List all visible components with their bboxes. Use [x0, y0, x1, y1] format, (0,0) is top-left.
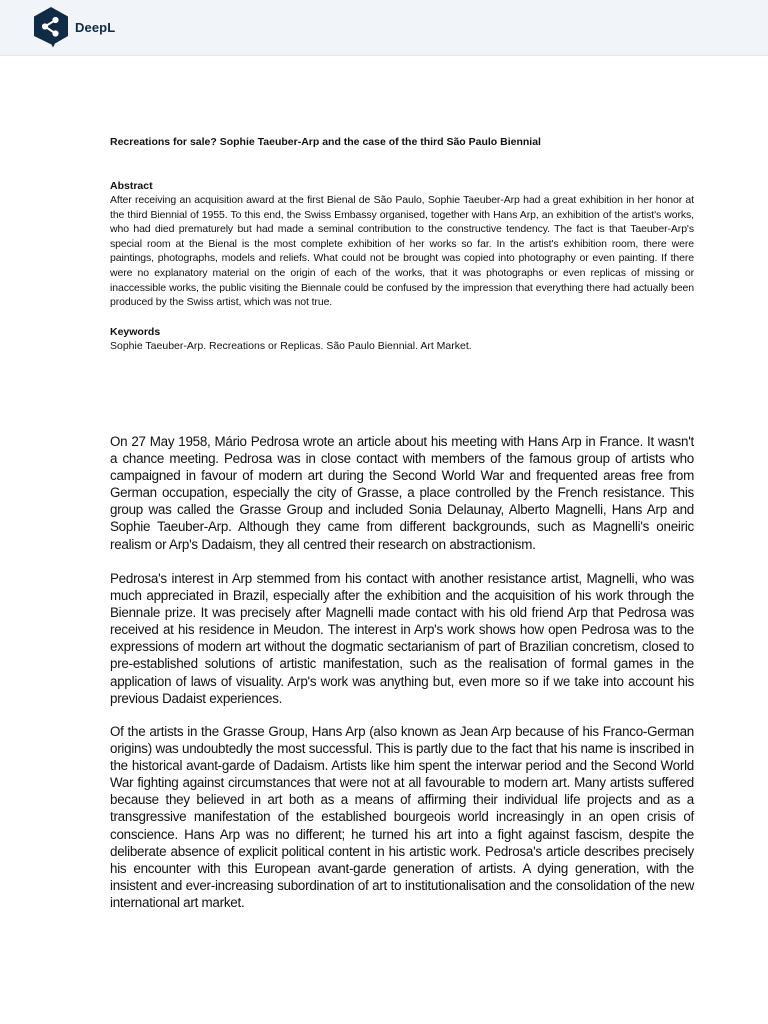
document-title: Recreations for sale? Sophie Taeuber-Arp and the case of the third São Paulo Biennial: [110, 136, 541, 148]
logo-text: DeepL: [75, 19, 116, 35]
body-paragraph: Of the artists in the Grasse Group, Hans Arp (also known as Jean Arp because of his Franco-German origins) was undoubtedly the most successful. This is partly due to the fact that his name is inscribed in the historical avant-garde of Dadaism. Artists like him spent the interwar period and the Second World War fighting against circumstances that were not at all favourable to modern art. Many artists suffered because they believed in art both as a means of affirming their individual life projects and as a transgressive manifestation of the established bourgeois world increasingly in an open crisis of conscience. Hans Arp was no different; he turned his art into a fight against fascism, despite the deliberate absence of explicit political content in his artistic work. Pedrosa's article describes precisely his encounter with this European avant-garde generation of artists. A dying generation, with the insistent and ever-increasing subordination of art to institutionalisation and the consolidation of the new international art market.: [110, 724, 694, 910]
top-bar: [0, 0, 768, 56]
deepl-logo-icon: [33, 6, 69, 48]
keywords-text: Sophie Taeuber-Arp. Recreations or Replicas. São Paulo Biennial. Art Market.: [110, 340, 472, 352]
abstract-text: After receiving an acquisition award at the first Bienal de São Paulo, Sophie Taeuber-Arp had a great exhibition in her honor at the third Biennial of 1955. To this end, the Swiss Embassy organised, together with Hans Arp, an exhibition of the artist's works, who had died prematurely but had made a seminal contribution to the constructive tendency. The fact is that Taeuber-Arp's special room at the Bienal is the most complete exhibition of her works so far. In the artist's exhibition room, there were paintings, photographs, models and reliefs. What could not be brought was copied into photography or even painting. If there were no explanatory material on the origin of each of the works, that it was photographs or even replicas of missing or inaccessible works, the public visiting the Biennale could be confused by the impression that everything there had actually been produced by the Swiss artist, which was not true.: [110, 194, 694, 309]
keywords-heading: Keywords: [110, 326, 161, 338]
body-paragraph: Pedrosa's interest in Arp stemmed from his contact with another resistance artist, Magnelli, who was much appreciated in Brazil, especially after the exhibition and the acquisition of his work through the Biennale prize. It was precisely after Magnelli made contact with his old friend Arp that Pedrosa was received at his residence in Meudon. The interest in Arp's work shows how open Pedrosa was to the expressions of modern art without the dogmatic sectarianism of part of Brazilian concretism, closed to pre-established solutions of artistic manifestation, such as the realisation of formal games in the application of laws of visuality. Arp's work was anything but, even more so if we take into account his previous Dadaist experiences.: [110, 571, 694, 706]
abstract-heading: Abstract: [110, 180, 153, 192]
deepl-logo-link[interactable]: [33, 6, 115, 48]
body-paragraph: On 27 May 1958, Mário Pedrosa wrote an article about his meeting with Hans Arp in France. It wasn't a chance meeting. Pedrosa was in close contact with members of the famous group of artists who campaigned in favour of modern art during the Second World War and frequented areas free from German occupation, especially the city of Grasse, a place controlled by the French resistance. This group was called the Grasse Group and included Sonia Delaunay, Alberto Magnelli, Hans Arp and Sophie Taeuber-Arp. Although they came from different backgrounds, such as Magnelli's oneiric realism or Arp's Dadaism, they all centred their research on abstractionism.: [110, 434, 694, 552]
